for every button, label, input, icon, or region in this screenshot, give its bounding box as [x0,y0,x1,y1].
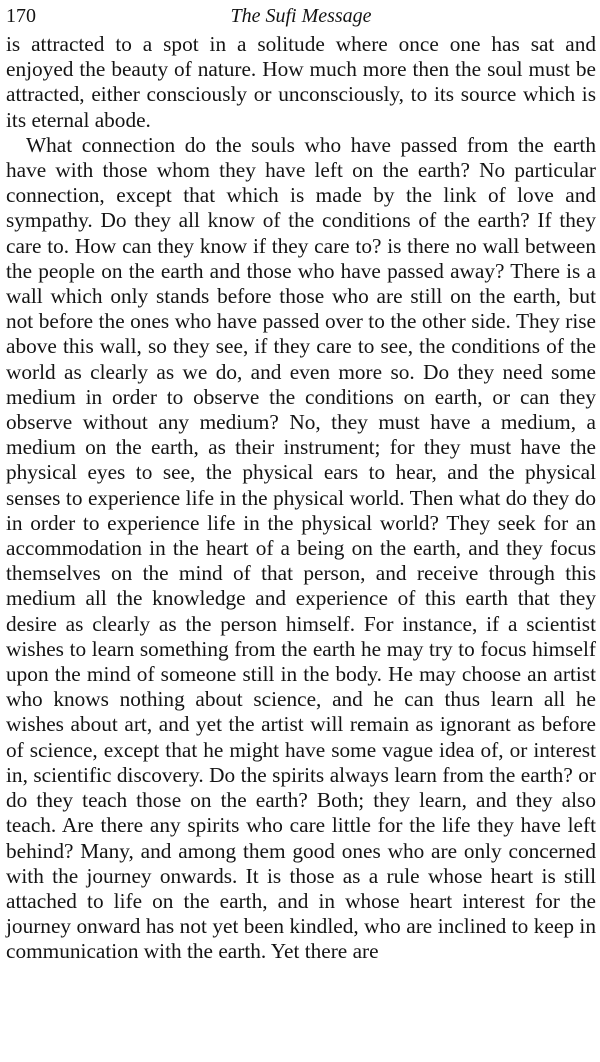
paragraph: What connection do the souls who have passed from the earth have with those whom they have left on the earth? No particular connection, except that which is made by the link of love and sympathy. Do they all know of the conditions of the earth? If they care to. How can they know if they care to? is there no wall between the people on the earth and those who have passed away? There is a wall which only stands before those who are still on the earth, but not before the ones who have passed over to the other side. They rise above this wall, so they see, if they care to see, the conditions of the world as clearly as we do, and even more so. Do they need some medium in order to observe the conditions on earth, or can they observe without any medium? No, they must have a medium, a medium on the earth, as their instrument; for they must have the physical eyes to see, the physical ears to hear, and the physical senses to experience life in the physical world. Then what do they do in order to experience life in the physical world? They seek for an accommodation in the heart of a being on the earth, and they focus themselves on the mind of that person, and receive through this medium all the knowledge and experience of this earth that they desire as clearly as the person himself. For instance, if a scientist wishes to learn something from the earth he may try to focus himself upon the mind of someone still in the body. He may choose an artist who knows nothing about science, and he can thus learn all he wishes about art, and yet the artist will remain as ignorant as before of science, except that he might have some vague idea of, or interest in, scientific discovery. Do the spirits always learn from the earth? or do they teach those on the earth? Both; they learn, and they also teach. Are there any spirits who care little for the life they have left behind? Many, and among them good ones who are only concerned with the journey onwards. It is those as a rule whose heart is still attached to life on the earth, and in whose heart interest for the journey onward has not yet been kindled, who are inclined to keep in communication with the earth. Yet there are [6,132,596,964]
book-title: The Sufi Message [230,5,372,27]
paragraph-continued: is attracted to a spot in a solitude where once one has sat and enjoyed the beauty of nature. How much more then the soul must be attracted, either consciously or unconsciously, to its source which is its eternal abode. [6,32,596,132]
page-number: 170 [6,5,36,27]
body-text [6,32,596,965]
running-head [6,0,596,32]
